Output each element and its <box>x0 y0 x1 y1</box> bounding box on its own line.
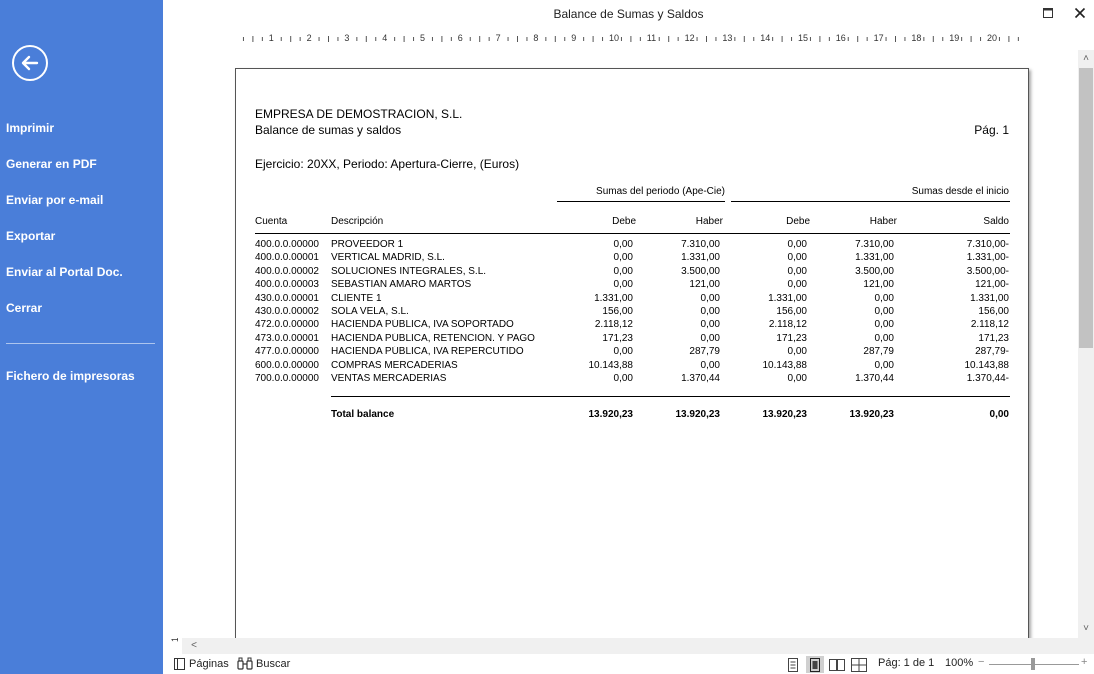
scroll-left-icon[interactable]: ˂ <box>191 640 197 651</box>
cell-debe: 171,23 <box>776 332 807 344</box>
cell-debe: 0,00 <box>787 373 807 384</box>
column-header-haber: Haber <box>869 216 897 227</box>
cell-debe: 2.118,12 <box>768 319 807 331</box>
cell-descripcion: HACIENDA PÚBLICA, IVA SOPORTADO <box>331 319 514 331</box>
cell-saldo: 1.370,44- <box>966 373 1009 384</box>
cell-cuenta: 430.0.0.00002 <box>255 306 319 317</box>
ruler-number: 19 <box>949 33 960 43</box>
cell-debe: 0,00 <box>613 252 633 264</box>
cell-haber: 0,00 <box>700 359 720 371</box>
cell-debe: 0,00 <box>613 239 633 250</box>
column-header-descripcion: Descripción <box>331 216 384 227</box>
pages-label: Páginas <box>189 658 229 670</box>
cell-debe: 1.331,00 <box>768 292 807 304</box>
company-name: EMPRESA DE DEMOSTRACION, S.L. <box>255 107 463 121</box>
cell-debe: 2.118,12 <box>594 319 633 331</box>
column-header-haber: Haber <box>695 216 723 227</box>
cell-debe: 156,00 <box>776 306 807 317</box>
group-header-start: Sumas desde el inicio <box>911 186 1009 197</box>
cell-haber: 3.500,00 <box>681 265 720 277</box>
ruler-number: 17 <box>873 33 884 43</box>
cell-descripcion: VERTICAL MADRID, S.L. <box>331 252 445 264</box>
cell-descripcion: PROVEEDOR 1 <box>331 239 404 250</box>
column-header-cuenta: Cuenta <box>255 216 288 227</box>
cell-saldo: 1.331,00- <box>966 252 1009 264</box>
cell-haber: 7.310,00 <box>855 239 894 250</box>
cell-cuenta: 473.0.0.00001 <box>255 332 319 344</box>
cell-haber: 0,00 <box>874 319 894 331</box>
ruler-number: 13 <box>722 33 733 43</box>
cell-debe: 0,00 <box>613 265 633 277</box>
ruler-number: 20 <box>987 33 998 43</box>
pages-button[interactable] <box>173 657 229 671</box>
cell-saldo: 10.143,88 <box>964 359 1009 371</box>
cell-haber: 287,79 <box>863 346 894 358</box>
cell-descripcion: HACIENDA PÚBLICA, IVA REPERCUTIDO <box>331 346 524 358</box>
zoom-slider-thumb[interactable] <box>1031 658 1035 670</box>
cell-descripcion: SOLA VELA, S.L. <box>331 306 409 317</box>
report-page <box>235 68 1029 638</box>
close-icon <box>1074 7 1086 19</box>
sidebar <box>0 0 163 674</box>
cell-saldo: 7.310,00- <box>966 239 1009 250</box>
sidebar-item-enviar-email[interactable]: Enviar por e-mail <box>6 193 104 207</box>
total-separator <box>331 396 1010 397</box>
report-subtitle: Balance de sumas y saldos <box>255 123 402 137</box>
cell-saldo: 171,23 <box>978 332 1009 344</box>
column-header-debe: Debe <box>612 216 636 227</box>
page-width-view-button[interactable] <box>806 656 824 673</box>
ruler-number: 16 <box>835 33 846 43</box>
ruler-number: 18 <box>911 33 922 43</box>
cell-cuenta: 472.0.0.00000 <box>255 319 319 331</box>
cell-descripcion: COMPRAS MERCADERIAS <box>331 359 458 371</box>
cell-saldo: 156,00 <box>978 306 1009 317</box>
cell-haber: 1.370,44 <box>855 373 894 384</box>
cell-debe: 0,00 <box>787 252 807 264</box>
maximize-icon <box>1042 7 1054 19</box>
window-title: Balance de Sumas y Saldos <box>553 7 704 21</box>
cell-haber: 0,00 <box>874 306 894 317</box>
cell-cuenta: 400.0.0.00002 <box>255 265 319 277</box>
page-icon <box>788 658 798 672</box>
pages-icon <box>173 657 186 671</box>
zoom-in-icon[interactable]: + <box>1081 656 1088 668</box>
ruler-number: 5 <box>420 33 426 43</box>
cell-haber: 1.370,44 <box>681 373 720 384</box>
cell-haber: 0,00 <box>700 292 720 304</box>
two-page-view-button[interactable] <box>828 656 846 673</box>
page-icon <box>810 658 820 672</box>
ruler-number: 12 <box>684 33 695 43</box>
cell-descripcion: SEBASTIAN AMARO MARTOS <box>331 279 472 291</box>
column-header-debe: Debe <box>786 216 810 227</box>
total-label: Total balance <box>331 409 395 420</box>
cell-haber: 121,00 <box>689 279 720 291</box>
ruler-number: 8 <box>533 33 539 43</box>
grid-icon <box>851 658 867 672</box>
sidebar-divider <box>6 343 155 344</box>
header-separator <box>255 233 1010 234</box>
cell-cuenta: 600.0.0.00000 <box>255 359 319 371</box>
cell-haber: 1.331,00 <box>681 252 720 264</box>
cell-saldo: 1.331,00 <box>970 292 1009 304</box>
sidebar-item-enviar-portal[interactable]: Enviar al Portal Doc. <box>6 265 123 279</box>
cell-cuenta: 477.0.0.00000 <box>255 346 319 358</box>
sidebar-item-exportar[interactable]: Exportar <box>6 229 56 243</box>
ruler-number: 6 <box>457 33 463 43</box>
page-number: Pág. 1 <box>974 123 1009 137</box>
ruler-number: 3 <box>344 33 350 43</box>
total-haber: 13.920,23 <box>675 409 720 420</box>
group-underline <box>731 201 1010 202</box>
cell-saldo: 2.118,12 <box>970 319 1009 331</box>
cell-debe: 156,00 <box>602 306 633 317</box>
cell-debe: 0,00 <box>613 279 633 291</box>
arrow-left-icon <box>19 52 41 74</box>
back-button[interactable] <box>12 45 48 81</box>
cell-cuenta: 400.0.0.00003 <box>255 279 319 291</box>
sidebar-menu <box>0 110 163 394</box>
search-button[interactable] <box>237 657 290 671</box>
ruler-number: 15 <box>798 33 809 43</box>
multi-page-view-button[interactable] <box>850 656 868 673</box>
preview-area <box>163 50 1078 638</box>
binoculars-icon <box>237 657 253 671</box>
ruler-number: 9 <box>571 33 577 43</box>
search-label: Buscar <box>256 658 291 670</box>
cell-cuenta: 700.0.0.00000 <box>255 373 319 384</box>
cell-debe: 0,00 <box>613 346 633 358</box>
cell-haber: 3.500,00 <box>855 265 894 277</box>
sidebar-item-cerrar[interactable]: Cerrar <box>6 301 43 315</box>
cell-saldo: 287,79- <box>975 346 1009 358</box>
ruler-number: 11 <box>646 33 657 43</box>
status-bar <box>163 654 1094 674</box>
maximize-button[interactable] <box>1037 3 1059 23</box>
cell-debe: 0,00 <box>787 346 807 358</box>
cell-descripcion: HACIENDA PÚBLICA, RETENCION. Y PAGO <box>331 332 535 344</box>
ruler-number: 14 <box>760 33 771 43</box>
sidebar-item-imprimir[interactable]: Imprimir <box>6 121 55 135</box>
zoom-out-icon[interactable]: − <box>978 656 985 668</box>
sidebar-item-generar-pdf[interactable]: Generar en PDF <box>6 157 97 171</box>
cell-cuenta: 430.0.0.00001 <box>255 292 319 304</box>
cell-debe: 171,23 <box>602 332 633 344</box>
single-page-view-button[interactable] <box>784 656 802 673</box>
cell-cuenta: 400.0.0.00000 <box>255 239 319 250</box>
column-header-saldo: Saldo <box>983 216 1009 227</box>
total-debe: 13.920,23 <box>762 409 807 420</box>
cell-debe: 0,00 <box>787 239 807 250</box>
total-debe: 13.920,23 <box>588 409 633 420</box>
cell-haber: 7.310,00 <box>681 239 720 250</box>
cell-haber: 0,00 <box>874 359 894 371</box>
total-haber: 13.920,23 <box>849 409 894 420</box>
group-underline <box>557 201 725 202</box>
cell-descripcion: SOLUCIONES INTEGRALES, S.L. <box>331 265 487 277</box>
cell-haber: 121,00 <box>863 279 894 291</box>
ruler-number: 2 <box>306 33 312 43</box>
cell-debe: 1.331,00 <box>594 292 633 304</box>
two-pages-icon <box>829 659 845 671</box>
sidebar-item-fichero-impresoras[interactable]: Fichero de impresoras <box>6 369 135 383</box>
total-saldo: 0,00 <box>989 409 1009 420</box>
cell-haber: 0,00 <box>700 319 720 331</box>
cell-descripcion: VENTAS MERCADERIAS <box>331 373 447 384</box>
cell-descripcion: CLIENTE 1 <box>331 292 382 304</box>
ruler-number: 7 <box>495 33 501 43</box>
ruler-number: 1 <box>268 33 274 43</box>
cell-cuenta: 400.0.0.00001 <box>255 252 319 264</box>
exercise-info: Ejercicio: 20XX, Periodo: Apertura-Cierre, (Euros) <box>255 157 520 171</box>
cell-debe: 0,00 <box>787 265 807 277</box>
cell-saldo: 121,00- <box>975 279 1009 291</box>
cell-debe: 10.143,88 <box>588 359 633 371</box>
cell-haber: 0,00 <box>700 332 720 344</box>
horizontal-ruler <box>234 31 1030 47</box>
scrollbar-thumb[interactable] <box>1079 68 1093 348</box>
cell-debe: 0,00 <box>613 373 633 384</box>
horizontal-scrollbar[interactable] <box>182 638 1094 654</box>
zoom-level: 100% <box>945 657 974 669</box>
cell-haber: 0,00 <box>700 306 720 317</box>
ruler-number: 4 <box>382 33 388 43</box>
cell-debe: 10.143,88 <box>762 359 807 371</box>
scroll-down-icon[interactable]: ˅ <box>1083 623 1089 634</box>
ruler-number: 10 <box>609 33 620 43</box>
cell-haber: 287,79 <box>689 346 720 358</box>
vertical-scrollbar[interactable] <box>1078 50 1094 638</box>
page-indicator: Pág: 1 de 1 <box>878 657 935 669</box>
group-header-period: Sumas del periodo (Ape-Cie) <box>596 186 725 197</box>
cell-debe: 0,00 <box>787 279 807 291</box>
title-bar <box>163 0 1094 28</box>
cell-haber: 0,00 <box>874 292 894 304</box>
close-button[interactable] <box>1069 3 1091 23</box>
cell-haber: 0,00 <box>874 332 894 344</box>
cell-saldo: 3.500,00- <box>966 265 1009 277</box>
cell-haber: 1.331,00 <box>855 252 894 264</box>
scroll-up-icon[interactable]: ˄ <box>1083 53 1089 64</box>
